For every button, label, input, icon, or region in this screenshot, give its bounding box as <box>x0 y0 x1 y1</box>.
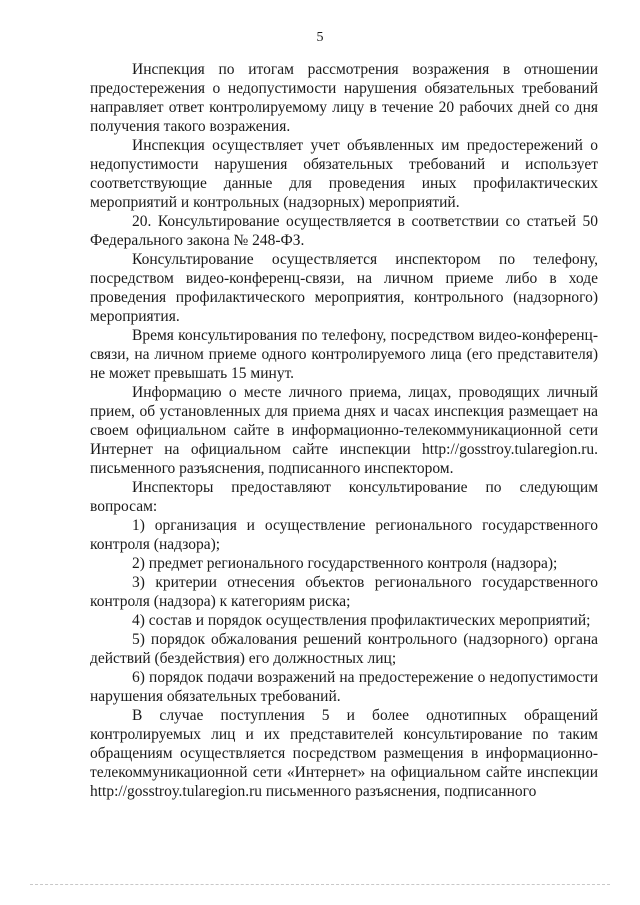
list-item-topic-5: 5) порядок обжалования решений контрольного (надзорного) органа действий (бездействия) его должностных лиц; <box>90 631 598 667</box>
paragraph-warnings-accounting: Инспекция осуществляет учет объявленных им предостережений о недопустимости нарушения обязательных требований и использует соответствующие данные для проведения иных профилактических мероприятий и контрольных (надзорных) мероприятий. <box>90 137 598 211</box>
list-item-topic-2: 2) предмет регионального государственного контроля (надзора); <box>132 555 558 572</box>
paragraph-reception-info: Информацию о месте личного приема, лицах, проводящих личный прием, об установленных для приема днях и часах инспекция размещает на своем официальном сайте в информационно-телекоммуникационной сети Интернет на официальном сайте инспекции http://gosstroy.tularegion.ru. письменного разъяснения, подписанного инспектором. <box>90 384 598 477</box>
paragraph-objection-response: Инспекция по итогам рассмотрения возражения в отношении предостережения о недопустимости нарушения обязательных требований направляет ответ контролируемому лицу в течение 20 рабочих дней со дня получения такого возражения. <box>90 61 598 135</box>
paragraph-consulting-topics-intro: Инспекторы предоставляют консультирование по следующим вопросам: <box>90 479 598 515</box>
list-item-topic-6: 6) порядок подачи возражений на предостережение о недопустимости нарушения обязательных требований. <box>90 669 598 705</box>
document-body <box>90 60 598 801</box>
scan-edge-divider <box>30 884 610 885</box>
paragraph-consulting-methods: Консультирование осуществляется инспектором по телефону, посредством видео-конференц-связи, на личном приеме либо в ходе проведения профилактического мероприятия, контрольного (надзорного) мероприятия. <box>90 251 598 325</box>
paragraph-repeated-requests: В случае поступления 5 и более однотипных обращений контролируемых лиц и их представителей консультирование по таким обращениям осуществляется посредством размещения в информационно-телекоммуникационной сети «Интернет» на официальном сайте инспекции http://gosstroy.tularegion.ru письменного разъяснения, подписанного <box>90 707 598 800</box>
list-item-topic-4: 4) состав и порядок осуществления профилактических мероприятий; <box>132 612 591 629</box>
paragraph-consulting-time: Время консультирования по телефону, посредством видео-конференц-связи, на личном приеме одного контролируемого лица (его представителя) не может превышать 15 минут. <box>90 327 598 382</box>
page-number: 5 <box>316 30 324 45</box>
list-item-topic-1: 1) организация и осуществление регионального государственного контроля (надзора); <box>90 517 598 553</box>
list-item-topic-3: 3) критерии отнесения объектов регионального государственного контроля (надзора) к категориям риска; <box>90 574 598 610</box>
paragraph-clause-20: 20. Консультирование осуществляется в соответствии со статьей 50 Федерального закона № 248-ФЗ. <box>90 213 598 249</box>
